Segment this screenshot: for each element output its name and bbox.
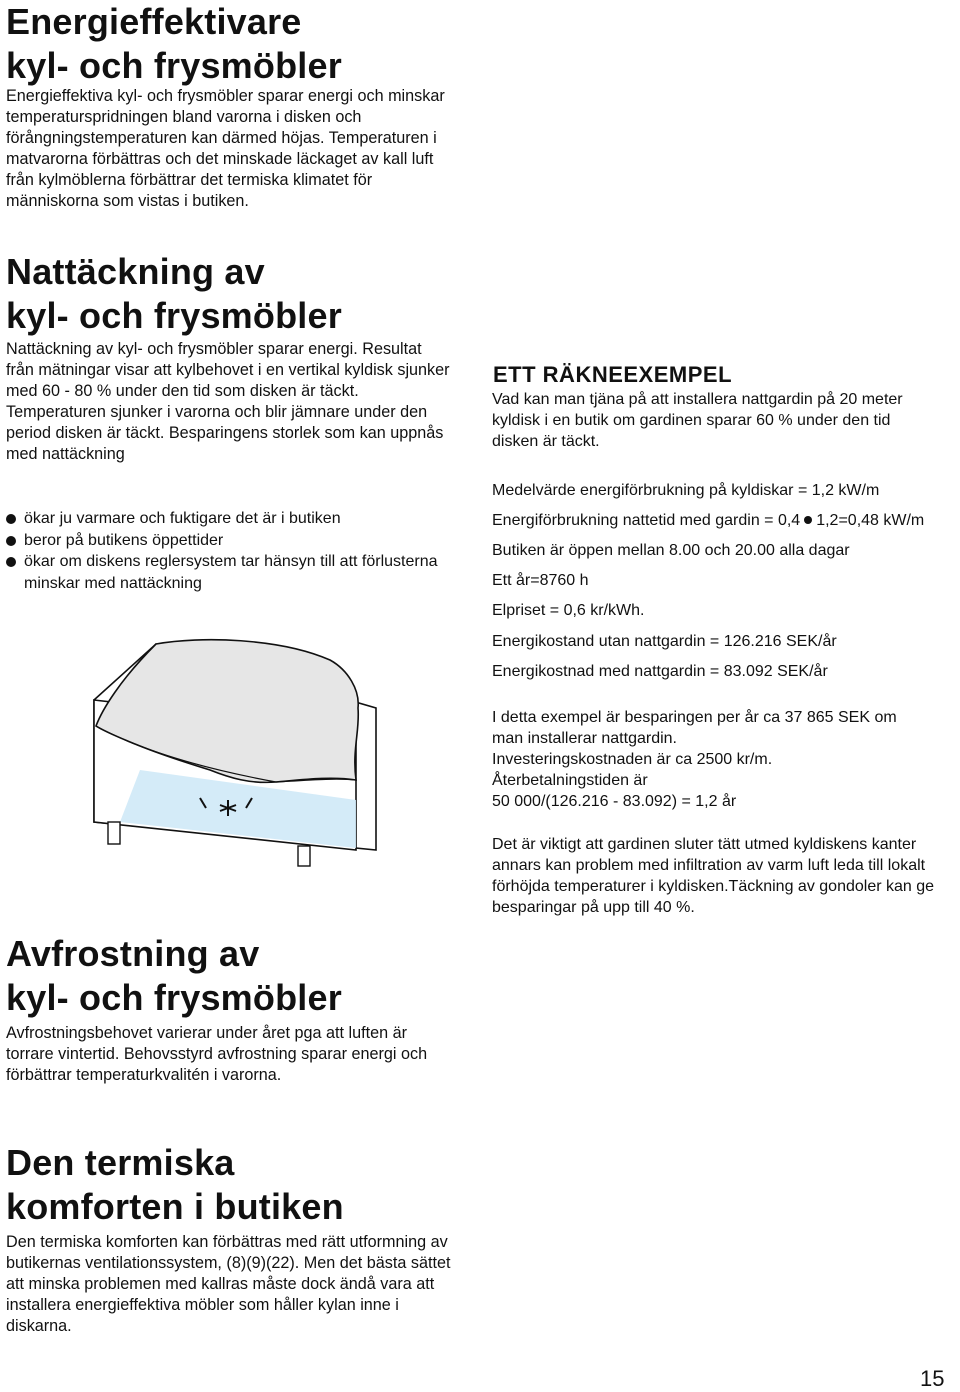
termiska-komforten-body: Den termiska komforten kan förbättras med rätt utformning av butikernas ventilationssystem, (8)(9)(22). Men det bästa sättet att minska problemen med kallras måste dock ändå vara att installera energieffektiva möbler som håller kylan inne i diskarna. bbox=[6, 1233, 451, 1335]
avfrostning-body: Avfrostningsbehovet varierar under året pga att luften är torrare vintertid. Behovsstyrd avfrostning sparar energi och förbättrar temperaturkvalitén i varorna. bbox=[6, 1024, 428, 1084]
bullet-dot-icon bbox=[6, 514, 16, 524]
example-note: Det är viktigt att gardinen sluter tätt utmed kyldiskens kanter annars kan problem med infiltration av varm luft leda till lokalt förhöjda temperaturer i kyldisken.Täckning av gondoler kan ge besparingar på upp till 40 %. bbox=[492, 836, 935, 916]
list-item: ökar ju varmare och fuktigare det är i butiken bbox=[4, 508, 444, 530]
energieffektivare-body: Energieffektiva kyl- och frysmöbler sparar energi och minskar temperaturspridningen bland varorna i disken och förångningstemperaturen kan därmed höjas. Temperaturen i matvarorna förbättras och det minskade läckaget av kall luft från kylmöblerna förbättrar det termiska klimatet för människorna som vistas i butiken. bbox=[6, 87, 445, 210]
example-investment-text: Investeringskostnaden är ca 2500 kr/m. bbox=[492, 751, 773, 768]
nattackning-bullets bbox=[4, 508, 444, 594]
title-avfrostning: Avfrostning av kyl- och frysmöbler bbox=[6, 933, 342, 1018]
example-title: ETT RÄKNEEXEMPEL bbox=[493, 362, 733, 387]
case-foot-right bbox=[298, 846, 310, 866]
case-foot-left bbox=[108, 822, 120, 844]
calc-line-7: Energikostnad med nattgardin = 83.092 SEK/år bbox=[492, 663, 828, 680]
example-result-block bbox=[492, 707, 932, 812]
bullet-dot-icon bbox=[6, 557, 16, 567]
page-number: 15 bbox=[920, 1366, 945, 1391]
example-intro: Vad kan man tjäna på att installera nattgardin på 20 meter kyldisk i en butik om gardinen sparar 60 % under den tid disken är täckt. bbox=[492, 391, 903, 450]
example-result-text: I detta exempel är besparingen per år ca 37 865 SEK om man installerar nattgardin. bbox=[492, 709, 897, 747]
example-payback-label: Återbetalningstiden är bbox=[492, 772, 648, 789]
covered-display-case-illustration bbox=[80, 630, 380, 880]
title-nattackning: Nattäckning av kyl- och frysmöbler bbox=[6, 251, 342, 336]
calc-line-6: Energikostand utan nattgardin = 126.216 SEK/år bbox=[492, 633, 837, 650]
multiply-dot-icon bbox=[804, 516, 812, 524]
title-termiska-komforten: Den termiska komforten i butiken bbox=[6, 1142, 344, 1227]
title-energieffektivare: Energieffektivare kyl- och frysmöbler bbox=[6, 1, 342, 86]
calc-line-1: Medelvärde energiförbrukning på kyldiskar = 1,2 kW/m bbox=[492, 482, 880, 499]
list-item: ökar om diskens reglersystem tar hänsyn till att förlusterna minskar med nattäckning bbox=[4, 551, 444, 594]
calc-line-4: Ett år=8760 h bbox=[492, 572, 589, 589]
calc-line-3: Butiken är öppen mellan 8.00 och 20.00 alla dagar bbox=[492, 542, 850, 559]
example-payback-formula: 50 000/(126.216 - 83.092) = 1,2 år bbox=[492, 793, 737, 810]
calc-line-2: Energiförbrukning nattetid med gardin = 0,4 1,2=0,48 kW/m bbox=[492, 512, 925, 529]
bullet-dot-icon bbox=[6, 536, 16, 546]
list-item: beror på butikens öppettider bbox=[4, 530, 444, 552]
calc-line-5: Elpriset = 0,6 kr/kWh. bbox=[492, 602, 645, 619]
nattackning-body: Nattäckning av kyl- och frysmöbler sparar energi. Resultat från mätningar visar att kylbehovet i en vertikal kyldisk sjunker med 60 - 80 % under den tid som disken är täckt. Temperaturen sjunker i varorna och blir jämnare under den period disken är täckt. Besparingens storlek som kan uppnås med nattäckning bbox=[6, 340, 450, 463]
